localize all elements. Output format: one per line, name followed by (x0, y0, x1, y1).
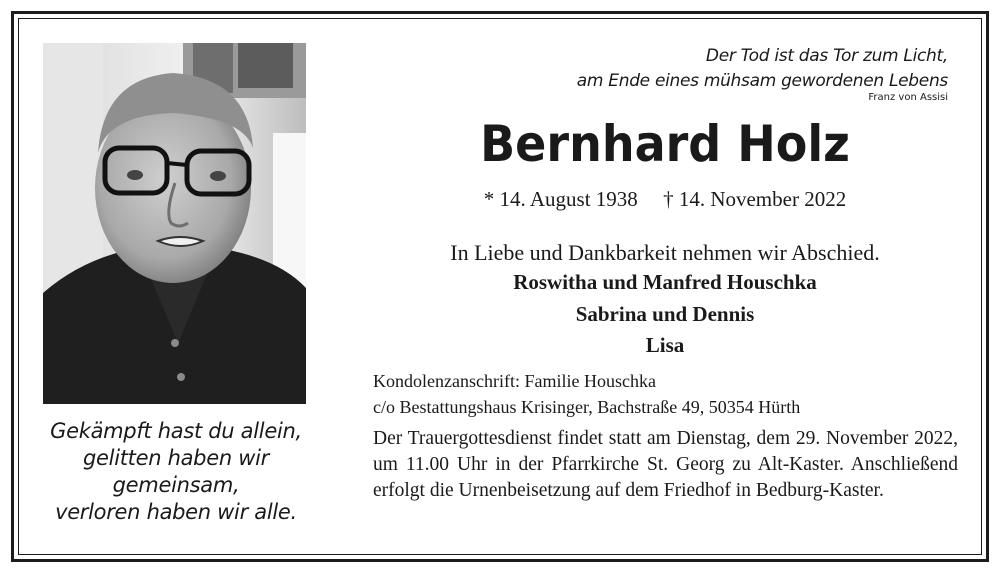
poem-line: gemeinsam, (112, 473, 240, 497)
condolence-line-1: Kondolenzanschrift: Familie Houschka (373, 371, 656, 391)
poem (36, 418, 316, 526)
mourner-line: Sabrina und Dennis (575, 302, 755, 326)
mourner-line: Roswitha und Manfred Houschka (513, 270, 817, 294)
quote (448, 44, 948, 94)
death-date: † 14. November 2022 (663, 187, 847, 211)
poem-line: gelitten haben wir (83, 446, 269, 470)
life-dates (365, 187, 965, 212)
deceased-name: Bernhard Holz (480, 115, 850, 173)
condolence-line-2: c/o Bestattungshaus Krisinger, Bachstraße 49, 50354 Hürth (373, 397, 801, 417)
poem-line: verloren haben wir alle. (55, 500, 297, 524)
poem-line: Gekämpft hast du allein, (50, 419, 302, 443)
service-info: Der Trauergottesdienst findet statt am Dienstag, dem 29. November 2022, um 11.00 Uhr in der Pfarrkirche St. Georg zu Alt-Kaster. Anschließend erfolgt die Urnenbeisetzung auf dem Friedhof in Bedburg-Kaster. (373, 428, 958, 501)
portrait-photo (43, 43, 306, 404)
quote-line-1: Der Tod ist das Tor zum Licht, (705, 46, 948, 66)
farewell-text: In Liebe und Dankbarkeit nehmen wir Abschied. (450, 240, 880, 265)
condolence-address (373, 368, 963, 420)
quote-author: Franz von Assisi (868, 92, 948, 103)
mourner-line: Lisa (645, 333, 685, 357)
birth-date: * 14. August 1938 (483, 187, 638, 211)
quote-line-2: am Ende eines mühsam gewordenen Lebens (576, 71, 948, 91)
